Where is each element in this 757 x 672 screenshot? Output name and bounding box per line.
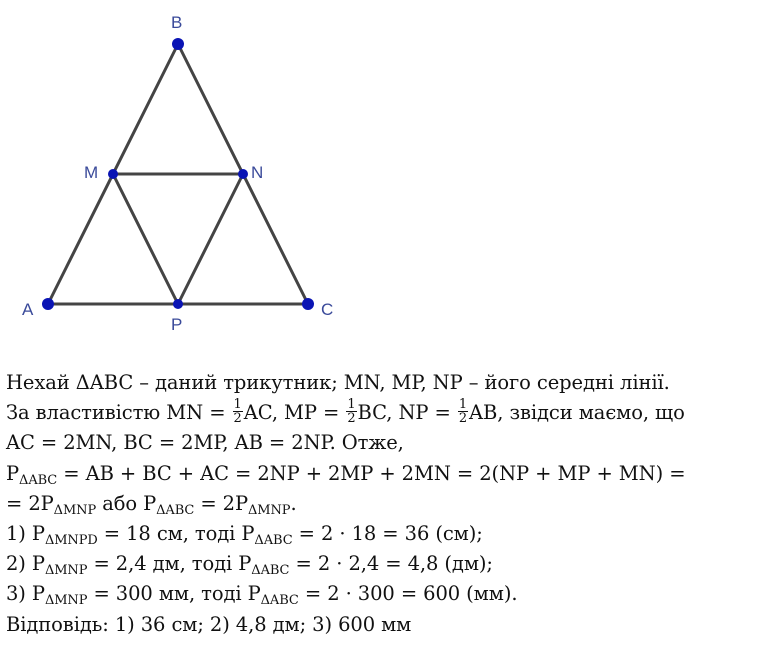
fraction-half: $\frac{1}{2}$ [458,397,468,427]
fraction-half: $\frac{1}{2}$ [233,397,242,427]
point-b [172,38,184,50]
line-4: $P_{\Delta ABC}$ = AB + BC + AC = 2NP + 2MP + 2MN = 2(NP + MP + MN) = [6,461,686,488]
label-n: N [251,163,264,182]
line-9: Відповідь: 1) 36 см; 2) 4,8 дм; 3) 600 мм [6,612,412,636]
line-8: 3) $P_{\Delta MNP} = 300$ мм, тоді $P_{\Delta ABC} = 2 \cdot 300 = 600$ (мм). [6,582,518,609]
label-m: M [84,163,99,182]
fraction-half: $\frac{1}{2}$ [347,397,356,427]
line-7: 2) $P_{\Delta MNP} = 2,4$ дм, тоді $P_{\Delta ABC} = 2 \cdot 2,4 = 4,8$ (дм); [6,552,493,579]
label-b: B [171,13,183,32]
label-p: P [171,315,183,334]
point-p [173,299,183,309]
label-a: A [22,300,34,319]
point-a [42,298,54,310]
point-m [108,169,118,179]
midline-np [178,174,243,304]
point-n [238,169,248,179]
line-2: За властивістю MN = $\frac{1}{2}$ AC, MP = $\frac{1}{2}$ BC, NP = $\frac{1}{2}$ AB, звідси маємо, що [6,397,685,427]
label-c: C [321,300,334,319]
line-6: 1) $P_{\Delta MNPD} = 18$ см, тоді $P_{\Delta ABC} = 2 \cdot 18 = 36$ (см); [6,521,483,548]
line-1: Нехай ΔABC – даний трикутник; MN, MP, NP – його середні лінії. [6,371,670,394]
line-3: AC = 2MN, BC = 2MP, AB = 2NP. Отже, [6,431,404,455]
point-c [302,298,314,310]
line-5: = $2P_{\Delta MNP}$ або $P_{\Delta ABC} = 2P_{\Delta MNP}$. [6,491,297,518]
solution-text [6,368,756,640]
midline-mp [113,174,178,304]
